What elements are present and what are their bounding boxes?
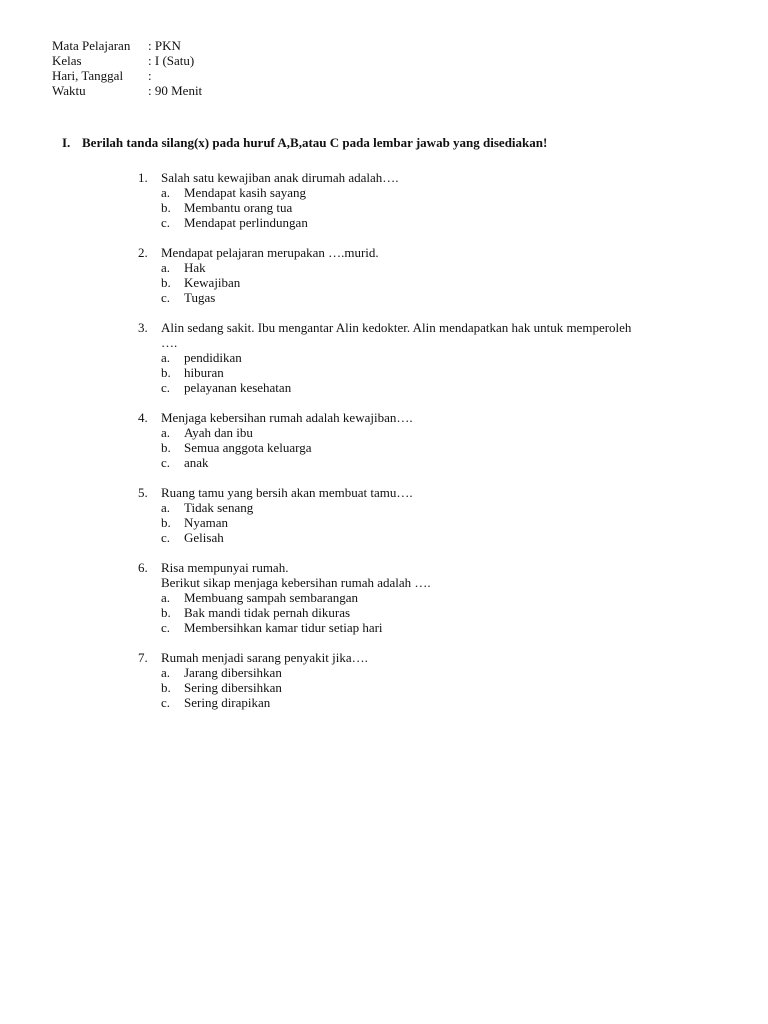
answer-option [161, 665, 718, 680]
option-letter: b. [161, 365, 171, 380]
question-number: 5. [138, 485, 148, 500]
answer-option [161, 530, 718, 545]
class-label: Kelas [52, 53, 82, 68]
option-text: Tidak senang [184, 500, 254, 515]
section-instruction [62, 135, 547, 150]
exam-header [52, 38, 202, 98]
option-text: Mendapat kasih sayang [184, 185, 307, 200]
question-number: 3. [138, 320, 148, 335]
question-number: 4. [138, 410, 148, 425]
option-text: Hak [184, 260, 206, 275]
question-line [138, 320, 718, 335]
option-letter: b. [161, 680, 171, 695]
question-item [138, 170, 718, 230]
answer-options [161, 590, 718, 635]
question-line [138, 575, 718, 590]
option-text: hiburan [184, 365, 224, 380]
question-line [138, 410, 718, 425]
option-letter: c. [161, 620, 171, 635]
option-text: Bak mandi tidak pernah dikuras [184, 605, 351, 620]
answer-options [161, 260, 718, 305]
question-item [138, 650, 718, 710]
option-letter: b. [161, 605, 171, 620]
option-letter: a. [161, 350, 171, 365]
option-text: Jarang dibersihkan [184, 665, 282, 680]
answer-options [161, 425, 718, 470]
question-item [138, 560, 718, 635]
option-letter: b. [161, 440, 171, 455]
question-number [138, 335, 161, 350]
question-number [138, 575, 161, 590]
question-text: Mendapat pelajaran merupakan ….murid. [161, 245, 379, 260]
answer-options [161, 500, 718, 545]
question-item [138, 485, 718, 545]
answer-option [161, 350, 718, 365]
subject-label: Mata Pelajaran [52, 38, 131, 53]
answer-option [161, 215, 718, 230]
question-number: 7. [138, 650, 148, 665]
option-text: Kewajiban [184, 275, 241, 290]
answer-option [161, 590, 718, 605]
option-letter: b. [161, 200, 171, 215]
question-text: Risa mempunyai rumah. [161, 560, 289, 575]
option-letter: c. [161, 290, 171, 305]
answer-option [161, 365, 718, 380]
question-text: Alin sedang sakit. Ibu mengantar Alin kedokter. Alin mendapatkan hak untuk memperoleh [161, 320, 632, 335]
option-text: Membersihkan kamar tidur setiap hari [184, 620, 383, 635]
question-line [138, 560, 718, 575]
question-line [138, 335, 718, 350]
question-line [138, 650, 718, 665]
question-number: 1. [138, 170, 148, 185]
question-text: Ruang tamu yang bersih akan membuat tamu…. [161, 485, 413, 500]
question-line [138, 245, 718, 260]
answer-option [161, 425, 718, 440]
question-text: Salah satu kewajiban anak dirumah adalah…. [161, 170, 399, 185]
header-row-subject [52, 38, 202, 53]
option-letter: c. [161, 215, 171, 230]
answer-option [161, 695, 718, 710]
answer-option [161, 680, 718, 695]
option-letter: a. [161, 500, 171, 515]
header-row-class [52, 53, 202, 68]
header-row-time [52, 83, 202, 98]
answer-option [161, 185, 718, 200]
question-line [138, 170, 718, 185]
option-text: pelayanan kesehatan [184, 380, 292, 395]
question-text: Rumah menjadi sarang penyakit jika…. [161, 650, 368, 665]
question-item [138, 320, 718, 395]
option-text: Sering dibersihkan [184, 680, 282, 695]
question-text: Berikut sikap menjaga kebersihan rumah adalah …. [161, 575, 431, 590]
option-letter: a. [161, 260, 171, 275]
option-letter: c. [161, 455, 171, 470]
answer-option [161, 455, 718, 470]
option-text: Sering dirapikan [184, 695, 271, 710]
option-text: anak [184, 455, 209, 470]
answer-options [161, 665, 718, 710]
time-label: Waktu [52, 83, 86, 98]
section-number: I. [62, 135, 71, 150]
class-value: : I (Satu) [148, 53, 195, 68]
answer-option [161, 380, 718, 395]
question-number: 6. [138, 560, 148, 575]
header-row-date [52, 68, 202, 83]
answer-option [161, 275, 718, 290]
option-text: Ayah dan ibu [184, 425, 253, 440]
answer-option [161, 620, 718, 635]
option-letter: a. [161, 665, 171, 680]
answer-option [161, 605, 718, 620]
option-letter: b. [161, 515, 171, 530]
option-text: Semua anggota keluarga [184, 440, 312, 455]
option-text: Membantu orang tua [184, 200, 293, 215]
option-letter: b. [161, 275, 171, 290]
answer-option [161, 290, 718, 305]
question-text: Menjaga kebersihan rumah adalah kewajiban…. [161, 410, 413, 425]
option-text: Mendapat perlindungan [184, 215, 308, 230]
answer-options [161, 350, 718, 395]
option-text: Gelisah [184, 530, 224, 545]
option-letter: c. [161, 530, 171, 545]
time-value: : 90 Menit [148, 83, 203, 98]
question-item [138, 410, 718, 470]
option-letter: c. [161, 695, 171, 710]
option-text: pendidikan [184, 350, 242, 365]
question-list [138, 170, 718, 725]
answer-option [161, 515, 718, 530]
option-letter: a. [161, 590, 171, 605]
subject-value: : PKN [148, 38, 181, 53]
answer-option [161, 200, 718, 215]
answer-option [161, 500, 718, 515]
date-label: Hari, Tanggal [52, 68, 124, 83]
question-item [138, 245, 718, 305]
option-letter: c. [161, 380, 171, 395]
answer-option [161, 440, 718, 455]
option-letter: a. [161, 185, 171, 200]
answer-options [161, 185, 718, 230]
date-value: : [148, 68, 152, 83]
question-line [138, 485, 718, 500]
section-instruction-text: Berilah tanda silang(x) pada huruf A,B,atau C pada lembar jawab yang disediakan! [82, 135, 548, 150]
option-letter: a. [161, 425, 171, 440]
answer-option [161, 260, 718, 275]
option-text: Membuang sampah sembarangan [184, 590, 359, 605]
option-text: Nyaman [184, 515, 229, 530]
question-number: 2. [138, 245, 148, 260]
option-text: Tugas [184, 290, 216, 305]
question-text: …. [161, 335, 178, 350]
